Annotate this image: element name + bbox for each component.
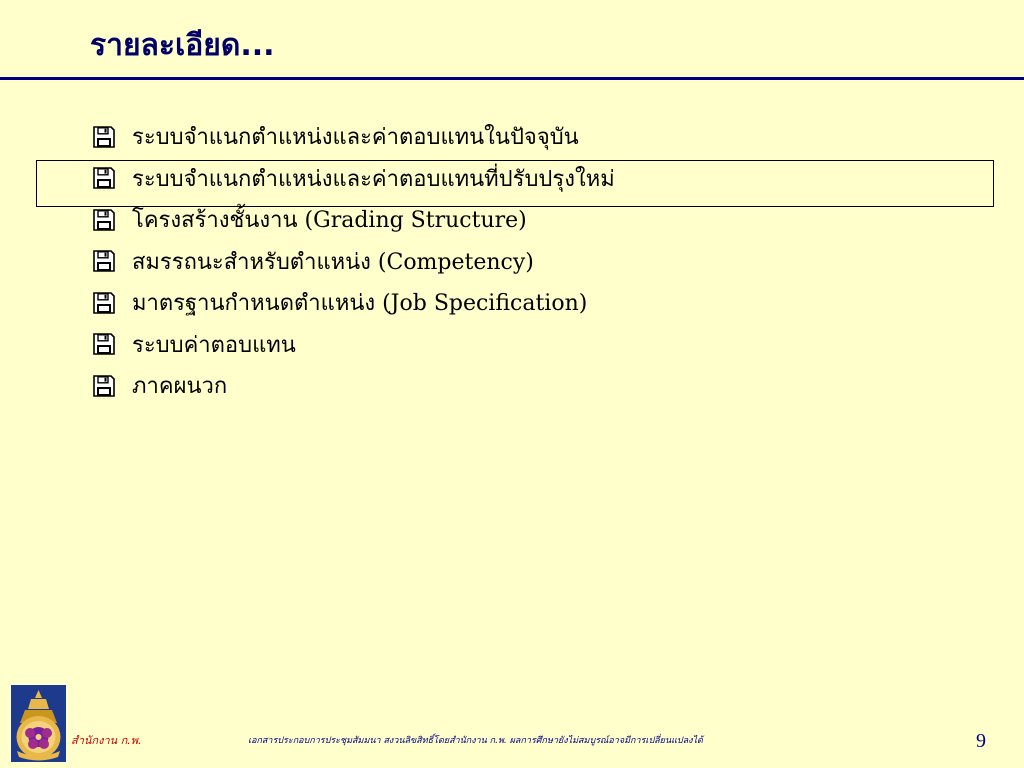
list-item-highlighted <box>92 158 615 200</box>
slide-title: รายละเอียด... <box>90 28 275 63</box>
footer-note: เอกสารประกอบการประชุมสัมมนา สงวนลิขสิทธิ์โดยสำนักงาน ก.พ. ผลการศึกษายังไม่สมบูรณ์อาจมีการเปลี่ยนแปลงได้ <box>248 736 703 746</box>
floppy-disk-icon <box>92 374 116 398</box>
ocsc-emblem-icon <box>11 685 66 762</box>
list-item-text: มาตรฐานกำหนดตำแหน่ง (Job Specification) <box>132 291 588 317</box>
floppy-disk-icon <box>92 332 116 356</box>
page-number: 9 <box>976 730 986 752</box>
floppy-disk-icon <box>92 125 116 149</box>
list-item-text: ภาคผนวก <box>132 374 228 400</box>
list-item <box>92 116 615 158</box>
floppy-disk-icon <box>92 208 116 232</box>
title-divider <box>0 77 1024 80</box>
floppy-disk-icon <box>92 166 116 190</box>
list-item-text: ระบบจำแนกตำแหน่งและค่าตอบแทนในปัจจุบัน <box>132 125 579 151</box>
floppy-disk-icon <box>92 291 116 315</box>
list-item-text: ระบบค่าตอบแทน <box>132 332 296 358</box>
footer-org-name: สำนักงาน ก.พ. <box>71 734 142 747</box>
list-item <box>92 282 615 324</box>
list-item-text: สมรรถนะสำหรับตำแหน่ง (Competency) <box>132 249 534 275</box>
list-item <box>92 199 615 241</box>
emblem-graphic <box>11 685 66 762</box>
list-item-text: ระบบจำแนกตำแหน่งและค่าตอบแทนที่ปรับปรุงใหม่ <box>132 166 615 192</box>
list-item <box>92 365 615 407</box>
list-item <box>92 241 615 283</box>
list-item <box>92 324 615 366</box>
bullet-list <box>92 116 615 407</box>
list-item-text: โครงสร้างชั้นงาน (Grading Structure) <box>132 208 527 234</box>
floppy-disk-icon <box>92 249 116 273</box>
